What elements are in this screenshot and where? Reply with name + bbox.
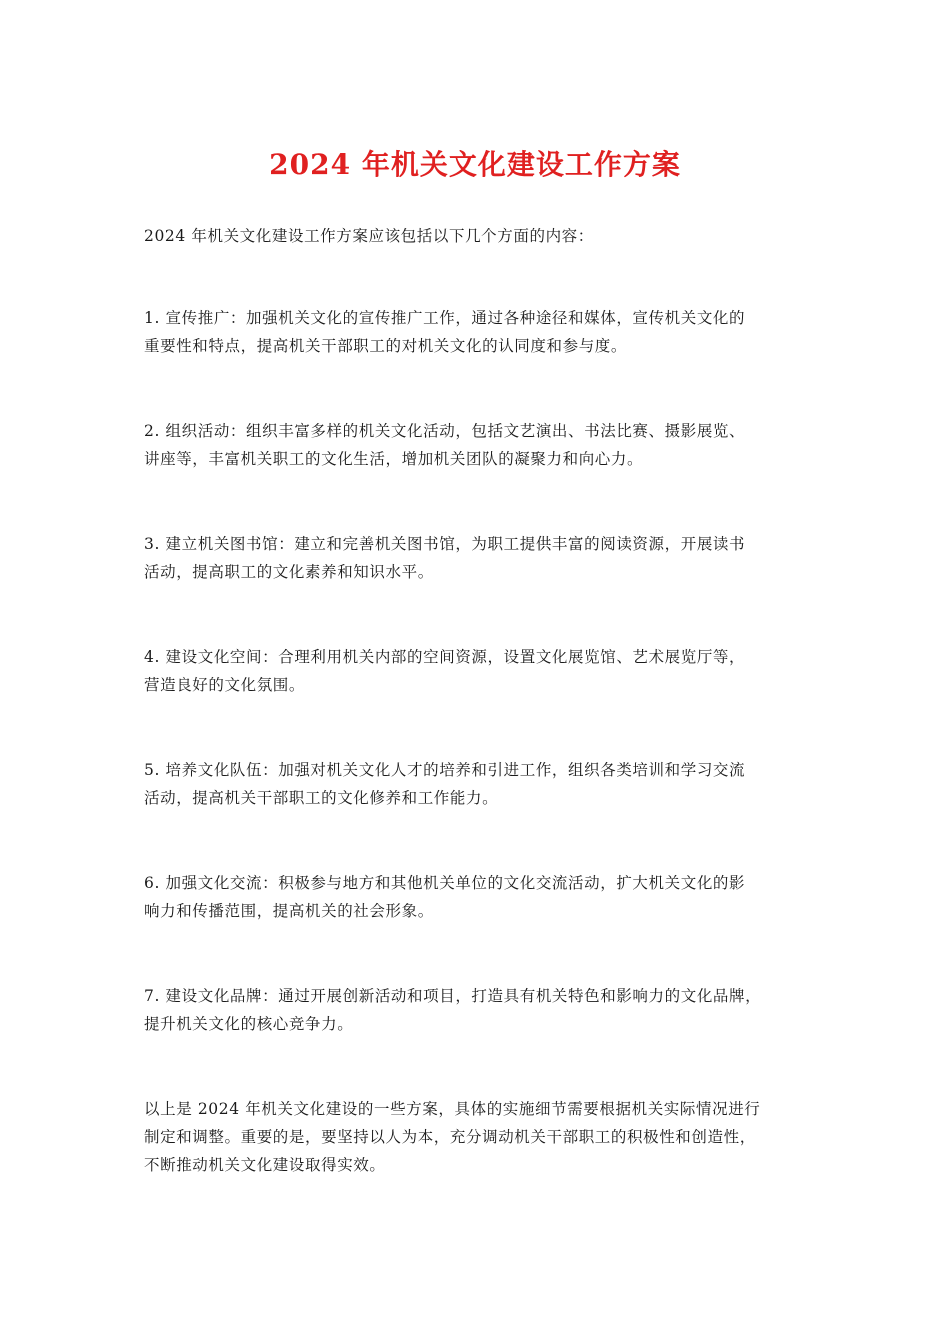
item-6-line-2: 响力和传播范围，提高机关的社会形象。 <box>144 902 434 920</box>
document-title: 2024 年机关文化建设工作方案 <box>269 147 681 181</box>
item-7-line-1: 7. 建设文化品牌：通过开展创新活动和项目，打造具有机关特色和影响力的文化品牌， <box>144 987 762 1005</box>
item-4-line-2: 营造良好的文化氛围。 <box>144 676 306 694</box>
item-6-line-1: 6. 加强文化交流：积极参与地方和其他机关单位的文化交流活动，扩大机关文化的影 <box>144 874 746 892</box>
item-7-line-2: 提升机关文化的核心竞争力。 <box>144 1015 354 1033</box>
item-3-line-1: 3. 建立机关图书馆：建立和完善机关图书馆，为职工提供丰富的阅读资源，开展读书 <box>144 535 746 553</box>
item-6-paragraph <box>144 869 824 925</box>
item-1-line-2: 重要性和特点，提高机关干部职工的对机关文化的认同度和参与度。 <box>144 337 628 355</box>
item-5-line-1: 5. 培养文化队伍：加强对机关文化人才的培养和引进工作，组织各类培训和学习交流 <box>144 761 746 779</box>
item-3-paragraph <box>144 530 824 586</box>
conclusion-line-1: 以上是 2024 年机关文化建设的一些方案，具体的实施细节需要根据机关实际情况进行 <box>144 1100 761 1118</box>
item-2-paragraph <box>144 417 824 473</box>
intro-paragraph <box>144 222 824 250</box>
item-4-line-1: 4. 建设文化空间：合理利用机关内部的空间资源，设置文化展览馆、艺术展览厅等， <box>144 648 746 666</box>
item-7-paragraph <box>144 982 824 1038</box>
item-5-line-2: 活动，提高机关干部职工的文化修养和工作能力。 <box>144 789 499 807</box>
item-4-paragraph <box>144 643 824 699</box>
item-3-line-2: 活动，提高职工的文化素养和知识水平。 <box>144 563 434 581</box>
item-1-line-1: 1. 宣传推广：加强机关文化的宣传推广工作，通过各种途径和媒体，宣传机关文化的 <box>144 309 746 327</box>
item-2-line-2: 讲座等，丰富机关职工的文化生活，增加机关团队的凝聚力和向心力。 <box>144 450 644 468</box>
item-5-paragraph <box>144 756 824 812</box>
intro-line: 2024 年机关文化建设工作方案应该包括以下几个方面的内容： <box>144 227 594 245</box>
item-1-paragraph <box>144 304 824 360</box>
conclusion-paragraph <box>144 1095 824 1179</box>
conclusion-line-2: 制定和调整。重要的是，要坚持以人为本，充分调动机关干部职工的积极性和创造性， <box>144 1128 756 1146</box>
item-2-line-1: 2. 组织活动：组织丰富多样的机关文化活动，包括文艺演出、书法比赛、摄影展览、 <box>144 422 746 440</box>
conclusion-line-3: 不断推动机关文化建设取得实效。 <box>144 1156 386 1174</box>
